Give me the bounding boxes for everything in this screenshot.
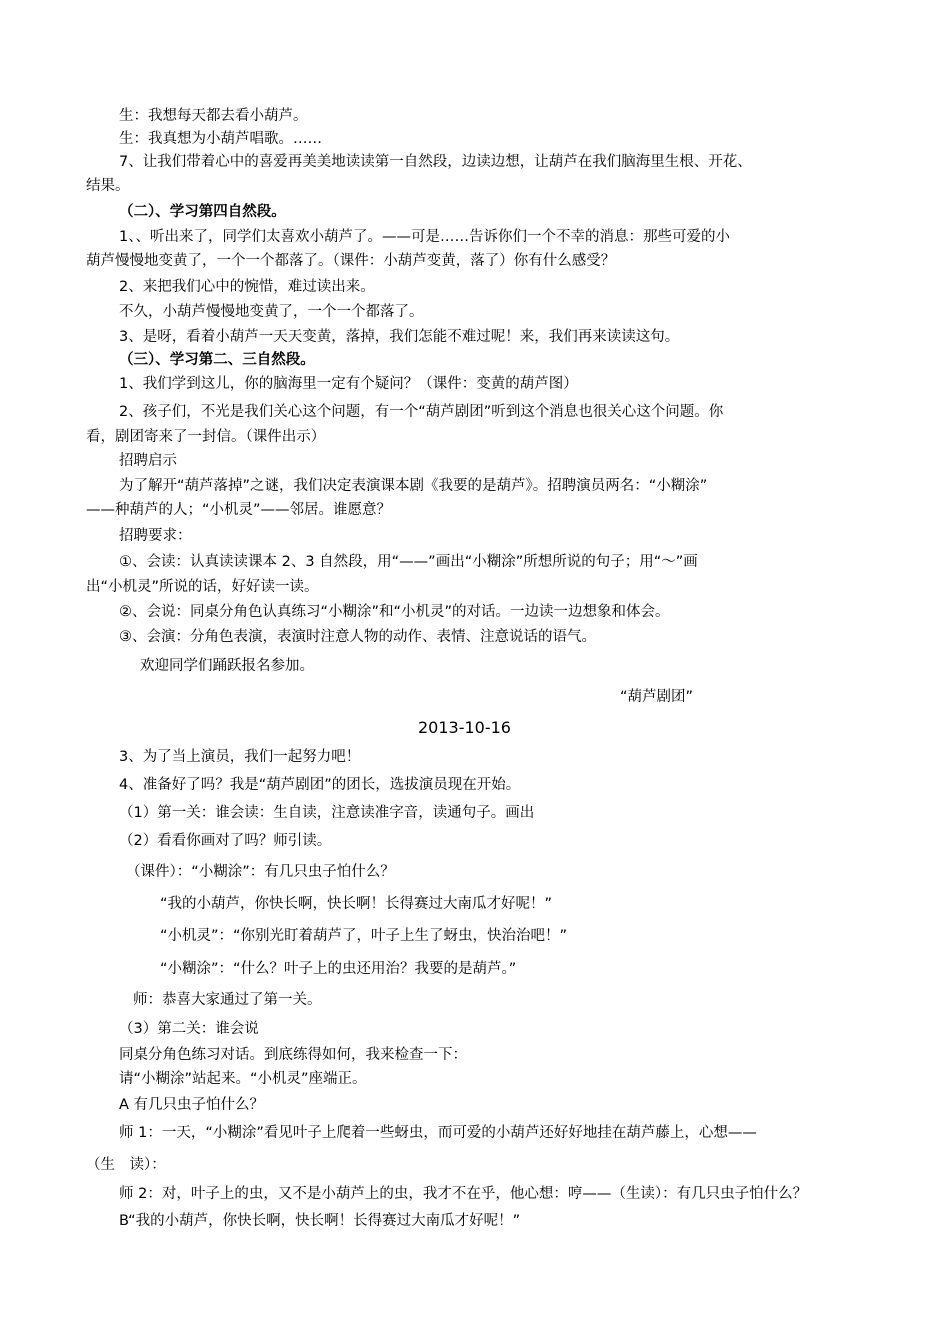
text-line: （1）第一关：谁会读：生自读，注意读准字音，读通句子。画出 <box>119 805 535 821</box>
text-line: 葫芦慢慢地变黄了，一个一个都落了。（课件：小葫芦变黄，落了）你有什么感受？ <box>86 253 616 269</box>
quote-line: “我的小葫芦，你快长啊，快长啊！长得赛过大南瓜才好呢！” <box>160 896 553 912</box>
text-line: 不久，小葫芦慢慢地变黄了，一个一个都落了。 <box>119 304 424 320</box>
section-heading: （三）、学习第二、三自然段。 <box>119 352 315 368</box>
text-line: （3）第二关：谁会说 <box>119 1021 259 1037</box>
text-line: （课件）：“小糊涂”：有几只虫子怕什么？ <box>126 864 395 880</box>
text-line: ②、会说：同桌分角色认真练习“小糊涂”和“小机灵”的对话。一边读一边想象和体会。 <box>119 604 670 620</box>
text-line: 请“小糊涂”站起来。“小机灵”座端正。 <box>119 1071 367 1087</box>
text-line: 出“小机灵”所说的话，好好读一读。 <box>86 579 319 595</box>
text-line: 同桌分角色练习对话。到底练得如何，我来检查一下： <box>119 1047 467 1063</box>
section-heading: （二）、学习第四自然段。 <box>119 204 286 220</box>
text-line: 生：我真想为小葫芦唱歌。…… <box>119 131 322 147</box>
text-line: （2）看看你画对了吗？师引读。 <box>119 833 332 849</box>
text-line: 4、准备好了吗？我是“葫芦剧团”的团长，选拔演员现在开始。 <box>119 777 521 793</box>
quote-line: “小机灵”：“你别光盯着葫芦了，叶子上生了蚜虫，快治治吧！” <box>160 928 568 944</box>
quote-line: “小糊涂”：“什么？叶子上的虫还用治？我要的是葫芦。” <box>160 961 517 977</box>
text-line: 生：我想每天都去看小葫芦。 <box>119 108 308 124</box>
text-line: A 有几只虫子怕什么？ <box>119 1097 265 1113</box>
text-line: 结果。 <box>86 178 130 194</box>
text-line: 为了解开“葫芦落掉”之谜，我们决定表演课本剧《我要的是葫芦》。招聘演员两名：“小糊涂” <box>119 478 708 494</box>
text-line: 师：恭喜大家通过了第一关。 <box>133 992 322 1008</box>
text-line: （生 读）： <box>86 1157 166 1173</box>
text-line: 师 2：对，叶子上的虫，又不是小葫芦上的虫，我才不在乎，他心想：哼——（生读）：有几只虫子怕什么？ <box>119 1186 808 1202</box>
text-line: 1、我们学到这儿，你的脑海里一定有个疑问？（课件：变黄的葫芦图） <box>119 376 578 392</box>
text-line: ①、会读：认真读读课本 2、3 自然段，用“——”画出“小糊涂”所想所说的句子；用“～”画 <box>119 554 698 570</box>
text-line: 3、是呀，看着小葫芦一天天变黄，落掉，我们怎能不难过呢！来，我们再来读读这句。 <box>119 329 680 345</box>
text-line: 2、孩子们，不光是我们关心这个问题，有一个“葫芦剧团”听到这个消息也很关心这个问题。你 <box>119 404 724 420</box>
notice-title: 招聘启示 <box>119 453 177 469</box>
text-line: ——种葫芦的人；“小机灵”——邻居。谁愿意？ <box>86 502 392 518</box>
signature-line: “葫芦剧团” <box>620 689 694 705</box>
text-line: B“我的小葫芦，你快长啊，快长啊！长得赛过大南瓜才好呢！” <box>119 1213 521 1229</box>
text-line: 师 1：一天，“小糊涂”看见叶子上爬着一些蚜虫，而可爱的小葫芦还好好地挂在葫芦藤上，心想—— <box>119 1125 757 1141</box>
text-line: ③、会演：分角色表演，表演时注意人物的动作、表情、注意说话的语气。 <box>119 629 596 645</box>
text-line: 看，剧团寄来了一封信。（课件出示） <box>86 429 326 445</box>
text-line: 1、、听出来了，同学们太喜欢小葫芦了。——可是……告诉你们一个不幸的消息：那些可爱的小 <box>119 229 730 245</box>
text-line: 招聘要求： <box>119 528 192 544</box>
text-line: 欢迎同学们踊跃报名参加。 <box>140 658 314 674</box>
text-line: 7、让我们带着心中的喜爱再美美地读读第一自然段，边读边想，让葫芦在我们脑海里生根、开花、 <box>119 154 752 170</box>
text-line: 3、为了当上演员，我们一起努力吧！ <box>119 749 361 765</box>
date-line: 2013-10-16 <box>418 718 511 737</box>
text-line: 2、来把我们心中的惋惜，难过读出来。 <box>119 279 375 295</box>
